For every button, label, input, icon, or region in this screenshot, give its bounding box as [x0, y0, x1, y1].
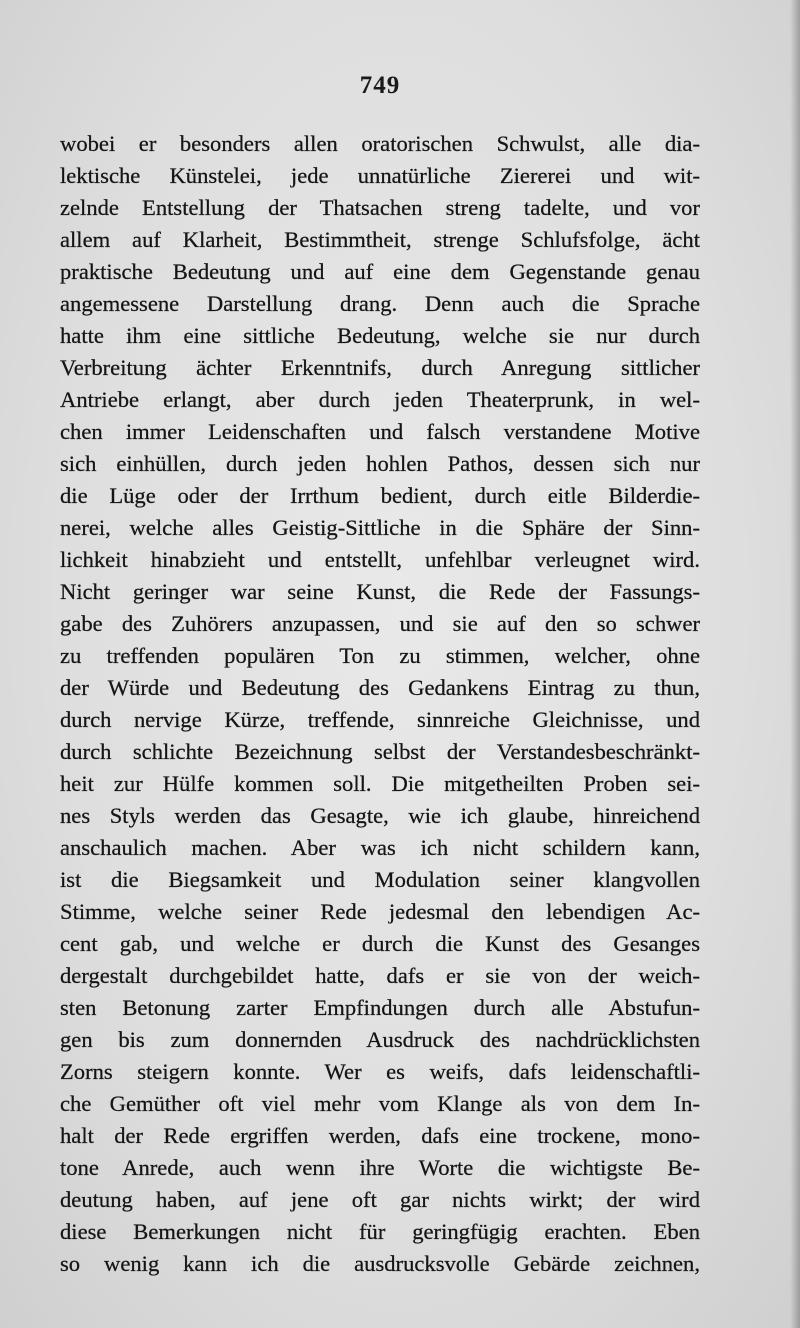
page-edge-shadow — [790, 0, 800, 1328]
text-line: Antriebe erlangt, aber durch jeden Theaterprunk, in wel- — [60, 387, 700, 412]
text-line: wobei er besonders allen oratorischen Schwulst, alle dia- — [60, 131, 700, 156]
text-line: sten Betonung zarter Empfindungen durch alle Abstufun- — [60, 995, 700, 1020]
text-line: che Gemüther oft viel mehr vom Klange als von dem In- — [60, 1091, 700, 1116]
body-text — [60, 128, 700, 1280]
text-line: allem auf Klarheit, Bestimmtheit, strenge Schlufsfolge, ächt — [60, 227, 700, 252]
page-number: 749 — [359, 72, 401, 99]
text-line: Verbreitung ächter Erkenntnifs, durch Anregung sittlicher — [60, 355, 700, 380]
text-line: die Lüge oder der Irrthum bedient, durch eitle Bilderdie- — [60, 483, 700, 508]
text-line: heit zur Hülfe kommen soll. Die mitgetheilten Proben sei- — [60, 771, 700, 796]
text-line: chen immer Leidenschaften und falsch verstandene Motive — [60, 419, 700, 444]
text-line: angemessene Darstellung drang. Denn auch die Sprache — [60, 291, 700, 316]
text-line: diese Bemerkungen nicht für geringfügig erachten. Eben — [60, 1219, 700, 1244]
text-line: der Würde und Bedeutung des Gedankens Eintrag zu thun, — [60, 675, 700, 700]
text-line: tone Anrede, auch wenn ihre Worte die wichtigste Be- — [60, 1155, 700, 1180]
text-line: sich einhüllen, durch jeden hohlen Pathos, dessen sich nur — [60, 451, 700, 476]
text-line: lichkeit hinabzieht und entstellt, unfehlbar verleugnet wird. — [60, 547, 700, 572]
text-line: Zorns steigern konnte. Wer es weifs, dafs leidenschaftli- — [60, 1059, 700, 1084]
text-line: anschaulich machen. Aber was ich nicht schildern kann, — [60, 835, 700, 860]
text-line: halt der Rede ergriffen werden, dafs eine trockene, mono- — [60, 1123, 700, 1148]
text-line: deutung haben, auf jene oft gar nichts wirkt; der wird — [60, 1187, 700, 1212]
text-line: gen bis zum donnernden Ausdruck des nachdrücklichsten — [60, 1027, 700, 1052]
text-line: hatte ihm eine sittliche Bedeutung, welche sie nur durch — [60, 323, 700, 348]
text-line: ist die Biegsamkeit und Modulation seiner klangvollen — [60, 867, 700, 892]
text-line: so wenig kann ich die ausdrucksvolle Gebärde zeichnen, — [60, 1251, 700, 1276]
text-line: gabe des Zuhörers anzupassen, und sie auf den so schwer — [60, 611, 700, 636]
text-line: praktische Bedeutung und auf eine dem Gegenstande genau — [60, 259, 700, 284]
text-line: cent gab, und welche er durch die Kunst des Gesanges — [60, 931, 700, 956]
text-line: durch nervige Kürze, treffende, sinnreiche Gleichnisse, und — [60, 707, 700, 732]
text-line: zu treffenden populären Ton zu stimmen, welcher, ohne — [60, 643, 700, 668]
text-line: durch schlichte Bezeichnung selbst der Verstandesbeschränkt- — [60, 739, 700, 764]
text-line: Stimme, welche seiner Rede jedesmal den lebendigen Ac- — [60, 899, 700, 924]
text-line: Nicht geringer war seine Kunst, die Rede der Fassungs- — [60, 579, 700, 604]
text-line: zelnde Entstellung der Thatsachen streng tadelte, und vor — [60, 195, 700, 220]
text-line: nerei, welche alles Geistig-Sittliche in die Sphäre der Sinn- — [60, 515, 700, 540]
text-line: lektische Künstelei, jede unnatürliche Ziererei und wit- — [60, 163, 700, 188]
text-line: nes Styls werden das Gesagte, wie ich glaube, hinreichend — [60, 803, 700, 828]
text-line: dergestalt durchgebildet hatte, dafs er sie von der weich- — [60, 963, 700, 988]
